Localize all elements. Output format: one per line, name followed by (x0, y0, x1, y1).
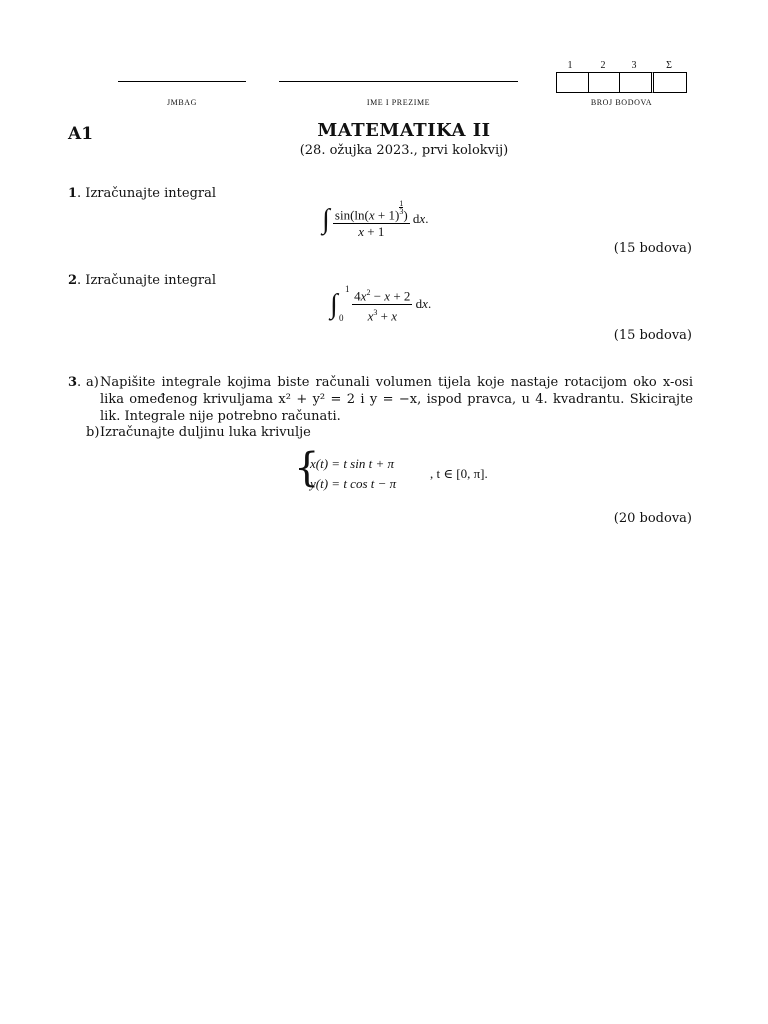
problem-1-text: . Izračunajte integral (77, 186, 217, 201)
problem-2-text: . Izračunajte integral (77, 273, 217, 288)
problem-2-integral: ∫ 1 0 $\frac{4x^2 - x + 2}{x^3 + x}$ dx. (330, 284, 432, 324)
score-label: BROJ BODOVA (590, 98, 653, 107)
problem-1-number: 1 (68, 186, 78, 201)
name-label: IME I PREZIME (366, 98, 431, 107)
parametric-brace: { (294, 445, 320, 491)
problem-3-number: 3 (68, 375, 78, 390)
score-box-3 (619, 72, 652, 93)
problem-2-points: (15 bodova) (613, 328, 692, 343)
problem-3b-marker: b) (86, 425, 100, 440)
name-field-line (279, 81, 518, 82)
problem-2-lower-limit: 0 (339, 313, 344, 323)
exam-title: MATEMATIKA II (317, 120, 491, 141)
param-x-equation: x(t) = t sin t + π (310, 456, 394, 471)
problem-3-points: (20 bodova) (613, 511, 692, 526)
problem-2-number: 2 (68, 273, 78, 288)
problem-1-statement (68, 185, 216, 202)
score-col-3: 3 (631, 60, 637, 71)
problem-2-statement (68, 272, 216, 289)
score-box-1 (556, 72, 589, 93)
problem-3-number-wrap: 3. (68, 375, 82, 390)
score-box-2 (588, 72, 620, 93)
jmbag-label: JMBAG (166, 98, 198, 107)
score-col-sum: Σ (666, 60, 672, 71)
problem-2-upper-limit: 1 (345, 284, 350, 294)
exam-subtitle: (28. ožujka 2023., prvi kolokvij) (299, 143, 509, 158)
problem-1-integral: ∫ sin(ln(x + 1) $^{\frac{1}{3}}$ ) x + 1 dx. (322, 199, 429, 240)
param-domain: , t ∈ [0, π]. (430, 466, 488, 481)
jmbag-field-line (118, 81, 246, 82)
param-y-equation: y(t) = t cos t − π (310, 476, 397, 491)
problem-3b-text: Izračunajte duljinu luka krivulje (100, 425, 311, 440)
score-col-2: 2 (600, 60, 606, 71)
score-box-sum (651, 72, 687, 93)
problem-1-points: (15 bodova) (613, 241, 692, 256)
exam-variant: A1 (68, 124, 94, 144)
problem-3a-text: Napišite integrale kojima biste računali volumen tijela koje nastaje rotacijom oko x-osi lika omeđenog krivuljama x² + y² = 2 i y = −x, ispod pravca, u 4. kvadrantu. Skicirajte lik. Integrale nije potrebno računati. (100, 375, 693, 424)
problem-3a-marker: a) (86, 375, 99, 390)
score-col-1: 1 (567, 60, 573, 71)
